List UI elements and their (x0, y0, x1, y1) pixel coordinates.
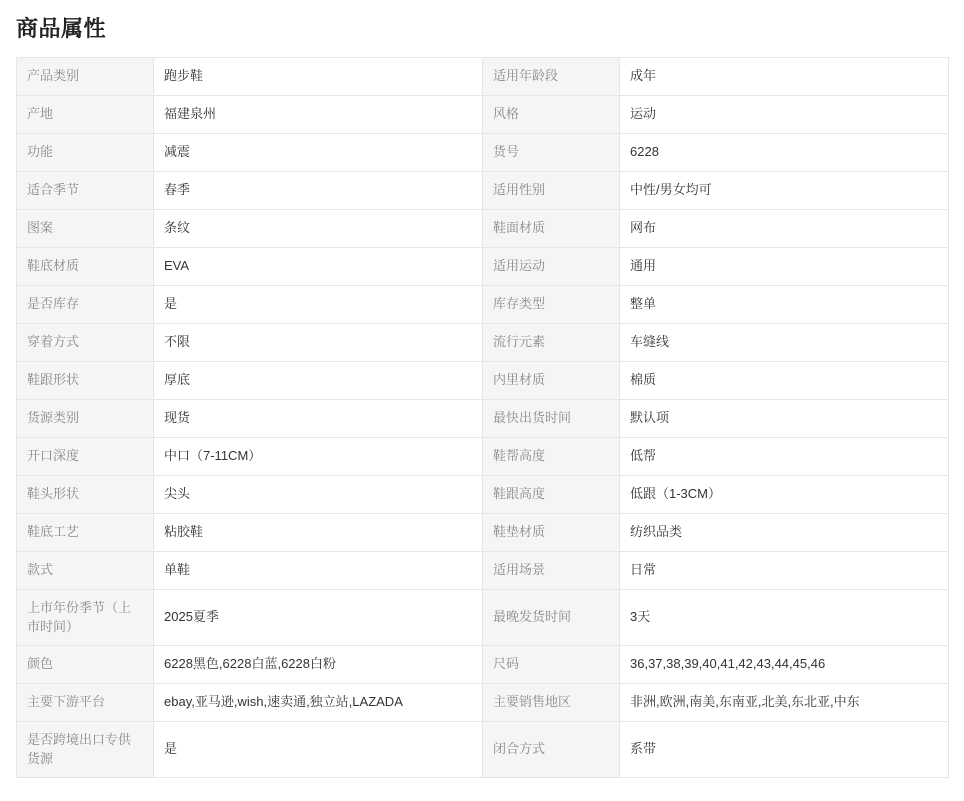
attribute-value: 整单 (620, 286, 949, 324)
attribute-label: 适合季节 (17, 172, 154, 210)
attribute-value: 不限 (154, 324, 483, 362)
attribute-value: 单鞋 (154, 552, 483, 590)
table-row (17, 400, 949, 438)
table-row (17, 646, 949, 684)
table-row (17, 438, 949, 476)
attribute-label: 鞋跟形状 (17, 362, 154, 400)
table-row (17, 286, 949, 324)
attribute-value: 低跟（1-3CM） (620, 476, 949, 514)
attribute-label: 鞋垫材质 (483, 514, 620, 552)
attribute-label: 主要销售地区 (483, 684, 620, 722)
attribute-value: 粘胶鞋 (154, 514, 483, 552)
attribute-label: 适用年龄段 (483, 58, 620, 96)
attribute-label: 上市年份季节（上市时间） (17, 590, 154, 646)
attribute-value: 棉质 (620, 362, 949, 400)
table-row (17, 324, 949, 362)
table-row (17, 96, 949, 134)
table-row (17, 722, 949, 778)
attribute-label: 适用性别 (483, 172, 620, 210)
attribute-value: 6228 (620, 134, 949, 172)
attribute-value: 车缝线 (620, 324, 949, 362)
attribute-label: 适用运动 (483, 248, 620, 286)
attribute-value: 6228黑色,6228白蓝,6228白粉 (154, 646, 483, 684)
attribute-value: 条纹 (154, 210, 483, 248)
attribute-label: 功能 (17, 134, 154, 172)
table-row (17, 134, 949, 172)
attribute-value: 跑步鞋 (154, 58, 483, 96)
attribute-label: 货源类别 (17, 400, 154, 438)
table-row (17, 248, 949, 286)
attribute-label: 开口深度 (17, 438, 154, 476)
attribute-label: 鞋面材质 (483, 210, 620, 248)
attribute-value: 系带 (620, 722, 949, 778)
table-row (17, 476, 949, 514)
attribute-label: 是否跨境出口专供货源 (17, 722, 154, 778)
attribute-value: 现货 (154, 400, 483, 438)
table-row (17, 514, 949, 552)
attribute-value: ebay,亚马逊,wish,速卖通,独立站,LAZADA (154, 684, 483, 722)
attribute-value: 是 (154, 286, 483, 324)
attribute-label: 闭合方式 (483, 722, 620, 778)
attribute-value: 中性/男女均可 (620, 172, 949, 210)
attribute-label: 风格 (483, 96, 620, 134)
attribute-label: 产品类别 (17, 58, 154, 96)
attribute-value: 是 (154, 722, 483, 778)
attribute-label: 鞋头形状 (17, 476, 154, 514)
table-body (17, 58, 949, 778)
table-row (17, 210, 949, 248)
table-row (17, 590, 949, 646)
page-title: 商品属性 (16, 16, 107, 41)
attribute-label: 款式 (17, 552, 154, 590)
attribute-value: 低帮 (620, 438, 949, 476)
table-row (17, 58, 949, 96)
product-attributes-page (0, 12, 964, 778)
attribute-value: 36,37,38,39,40,41,42,43,44,45,46 (620, 646, 949, 684)
attribute-label: 图案 (17, 210, 154, 248)
attribute-label: 产地 (17, 96, 154, 134)
attribute-label: 流行元素 (483, 324, 620, 362)
attribute-label: 鞋帮高度 (483, 438, 620, 476)
attribute-label: 鞋底材质 (17, 248, 154, 286)
attribute-value: 减震 (154, 134, 483, 172)
attribute-value: 尖头 (154, 476, 483, 514)
product-attributes-table (16, 57, 949, 778)
attribute-label: 最快出货时间 (483, 400, 620, 438)
attribute-value: 日常 (620, 552, 949, 590)
attribute-label: 最晚发货时间 (483, 590, 620, 646)
attribute-value: 3天 (620, 590, 949, 646)
table-row (17, 362, 949, 400)
attribute-value: EVA (154, 248, 483, 286)
attribute-value: 默认项 (620, 400, 949, 438)
attribute-label: 库存类型 (483, 286, 620, 324)
attribute-value: 通用 (620, 248, 949, 286)
attribute-label: 适用场景 (483, 552, 620, 590)
attribute-value: 2025夏季 (154, 590, 483, 646)
attribute-label: 货号 (483, 134, 620, 172)
attribute-value: 厚底 (154, 362, 483, 400)
attribute-value: 成年 (620, 58, 949, 96)
attribute-label: 穿着方式 (17, 324, 154, 362)
table-row (17, 684, 949, 722)
attribute-label: 尺码 (483, 646, 620, 684)
attribute-value: 纺织品类 (620, 514, 949, 552)
attribute-value: 网布 (620, 210, 949, 248)
attribute-label: 主要下游平台 (17, 684, 154, 722)
attribute-value: 非洲,欧洲,南美,东南亚,北美,东北亚,中东 (620, 684, 949, 722)
attribute-value: 运动 (620, 96, 949, 134)
attribute-label: 内里材质 (483, 362, 620, 400)
table-row (17, 552, 949, 590)
attribute-value: 中口（7-11CM） (154, 438, 483, 476)
attribute-label: 鞋跟高度 (483, 476, 620, 514)
attribute-label: 颜色 (17, 646, 154, 684)
attribute-value: 福建泉州 (154, 96, 483, 134)
attribute-label: 是否库存 (17, 286, 154, 324)
attribute-label: 鞋底工艺 (17, 514, 154, 552)
attribute-value: 春季 (154, 172, 483, 210)
table-row (17, 172, 949, 210)
